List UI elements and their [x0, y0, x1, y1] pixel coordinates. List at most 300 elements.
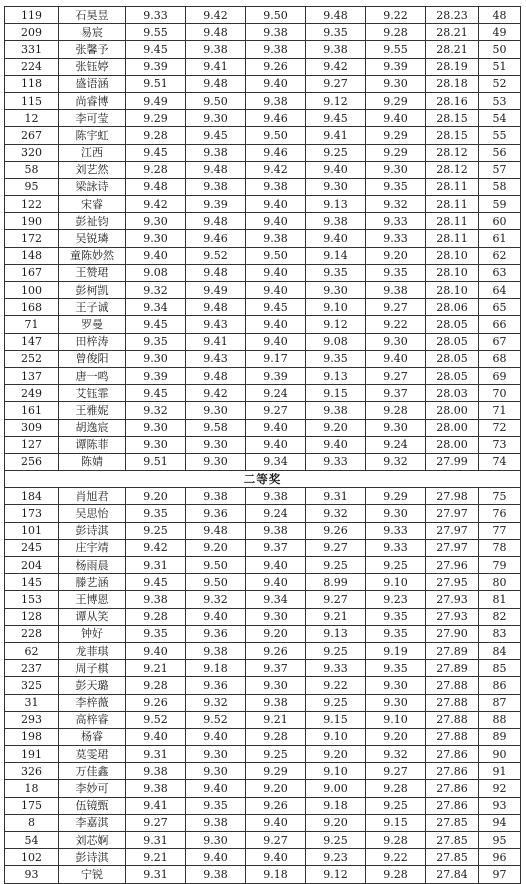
table-row: [5, 247, 521, 264]
score2-cell: 9.40: [186, 780, 246, 797]
total-cell: 27.99: [426, 453, 479, 470]
score4-cell: 9.25: [306, 694, 366, 711]
id-cell: 128: [5, 608, 59, 625]
id-cell: 122: [5, 196, 59, 213]
score3-cell: 9.38: [246, 230, 306, 247]
score1-cell: 9.45: [126, 385, 186, 402]
score4-cell: 9.38: [306, 402, 366, 419]
score4-cell: 9.20: [306, 814, 366, 831]
id-cell: 175: [5, 797, 59, 814]
score2-cell: 9.30: [186, 832, 246, 849]
rank-cell: 60: [479, 213, 521, 230]
name-cell: 王雅妮: [59, 402, 126, 419]
table-row: [5, 763, 521, 780]
score3-cell: 9.40: [246, 196, 306, 213]
score4-cell: 9.08: [306, 333, 366, 350]
score1-cell: 9.40: [126, 247, 186, 264]
name-cell: 杨雨晨: [59, 557, 126, 574]
total-cell: 28.12: [426, 144, 479, 161]
rows-group-second: [5, 488, 521, 883]
name-cell: 江西: [59, 144, 126, 161]
name-cell: 田梓涛: [59, 333, 126, 350]
id-cell: 31: [5, 694, 59, 711]
id-cell: 326: [5, 763, 59, 780]
score5-cell: 9.24: [366, 436, 426, 453]
total-cell: 28.00: [426, 436, 479, 453]
score2-cell: 9.36: [186, 677, 246, 694]
score5-cell: 9.33: [366, 539, 426, 556]
total-cell: 27.88: [426, 694, 479, 711]
name-cell: 周子棋: [59, 660, 126, 677]
score3-cell: 9.46: [246, 110, 306, 127]
id-cell: 190: [5, 213, 59, 230]
rank-cell: 67: [479, 333, 521, 350]
score3-cell: 9.38: [246, 41, 306, 58]
score2-cell: 9.41: [186, 58, 246, 75]
score5-cell: 9.30: [366, 75, 426, 92]
score3-cell: 9.24: [246, 505, 306, 522]
id-cell: 267: [5, 127, 59, 144]
score3-cell: 9.27: [246, 402, 306, 419]
score1-cell: 9.45: [126, 41, 186, 58]
score5-cell: 9.29: [366, 92, 426, 109]
rank-cell: 96: [479, 849, 521, 866]
id-cell: 115: [5, 92, 59, 109]
table-row: [5, 58, 521, 75]
table-row: [5, 299, 521, 316]
id-cell: 325: [5, 677, 59, 694]
table-row: [5, 574, 521, 591]
name-cell: 王子诚: [59, 299, 126, 316]
score5-cell: 9.55: [366, 41, 426, 58]
score3-cell: 9.21: [246, 711, 306, 728]
name-cell: 王赞珺: [59, 264, 126, 281]
score5-cell: 9.22: [366, 316, 426, 333]
score3-cell: 9.42: [246, 161, 306, 178]
score5-cell: 9.27: [366, 763, 426, 780]
score5-cell: 9.28: [366, 402, 426, 419]
score3-cell: 9.38: [246, 694, 306, 711]
score3-cell: 9.40: [246, 316, 306, 333]
score4-cell: 9.40: [306, 161, 366, 178]
total-cell: 27.98: [426, 488, 479, 505]
score5-cell: 9.35: [366, 608, 426, 625]
score4-cell: 9.10: [306, 728, 366, 745]
table-row: [5, 557, 521, 574]
score2-cell: 9.32: [186, 591, 246, 608]
rank-cell: 91: [479, 763, 521, 780]
total-cell: 27.96: [426, 557, 479, 574]
table-row: [5, 505, 521, 522]
total-cell: 28.00: [426, 402, 479, 419]
score4-cell: 9.38: [306, 213, 366, 230]
name-cell: 莫雯珺: [59, 746, 126, 763]
name-cell: 吴思怡: [59, 505, 126, 522]
score5-cell: 9.28: [366, 780, 426, 797]
score1-cell: 9.51: [126, 75, 186, 92]
rank-cell: 89: [479, 728, 521, 745]
name-cell: 谭陈菲: [59, 436, 126, 453]
name-cell: 张钰婷: [59, 58, 126, 75]
name-cell: 庄宇靖: [59, 539, 126, 556]
score2-cell: 9.38: [186, 488, 246, 505]
name-cell: 张馨予: [59, 41, 126, 58]
name-cell: 高梓睿: [59, 711, 126, 728]
table-row: [5, 419, 521, 436]
score3-cell: 9.25: [246, 746, 306, 763]
score4-cell: 9.35: [306, 264, 366, 281]
score4-cell: 9.40: [306, 230, 366, 247]
score1-cell: 9.51: [126, 453, 186, 470]
name-cell: 石昊昱: [59, 7, 126, 24]
score3-cell: 9.40: [246, 574, 306, 591]
score5-cell: 9.30: [366, 505, 426, 522]
score4-cell: 9.27: [306, 539, 366, 556]
score1-cell: 9.42: [126, 539, 186, 556]
score3-cell: 9.40: [246, 849, 306, 866]
score4-cell: 9.22: [306, 677, 366, 694]
total-cell: 27.95: [426, 574, 479, 591]
score1-cell: 9.31: [126, 866, 186, 883]
score3-cell: 9.37: [246, 539, 306, 556]
score4-cell: 9.40: [306, 436, 366, 453]
rank-cell: 76: [479, 505, 521, 522]
id-cell: 127: [5, 436, 59, 453]
score4-cell: 9.27: [306, 591, 366, 608]
rank-cell: 51: [479, 58, 521, 75]
score-table: [4, 6, 521, 884]
name-cell: 童陈妙然: [59, 247, 126, 264]
score1-cell: 9.26: [126, 694, 186, 711]
score3-cell: 9.38: [246, 488, 306, 505]
score2-cell: 9.38: [186, 866, 246, 883]
table-row: [5, 41, 521, 58]
rank-cell: 90: [479, 746, 521, 763]
score1-cell: 9.39: [126, 58, 186, 75]
score5-cell: 9.29: [366, 144, 426, 161]
score5-cell: 9.33: [366, 213, 426, 230]
score5-cell: 9.30: [366, 694, 426, 711]
score1-cell: 9.28: [126, 127, 186, 144]
score1-cell: 9.28: [126, 608, 186, 625]
rank-cell: 80: [479, 574, 521, 591]
name-cell: 彭天璐: [59, 677, 126, 694]
score2-cell: 9.48: [186, 161, 246, 178]
rank-cell: 81: [479, 591, 521, 608]
score1-cell: 9.08: [126, 264, 186, 281]
score3-cell: 9.40: [246, 333, 306, 350]
table-row: [5, 711, 521, 728]
name-cell: 陈宇虹: [59, 127, 126, 144]
total-cell: 28.10: [426, 264, 479, 281]
table-row: [5, 230, 521, 247]
name-cell: 万佳鑫: [59, 763, 126, 780]
total-cell: 28.23: [426, 7, 479, 24]
score2-cell: 9.43: [186, 316, 246, 333]
score3-cell: 9.38: [246, 522, 306, 539]
score4-cell: 9.10: [306, 763, 366, 780]
score3-cell: 9.30: [246, 677, 306, 694]
score1-cell: 9.31: [126, 557, 186, 574]
rank-cell: 62: [479, 247, 521, 264]
score5-cell: 9.28: [366, 866, 426, 883]
name-cell: 龙菲琪: [59, 642, 126, 659]
section-header-group: [5, 471, 521, 488]
score1-cell: 9.42: [126, 196, 186, 213]
score3-cell: 9.38: [246, 92, 306, 109]
score5-cell: 9.10: [366, 574, 426, 591]
score2-cell: 9.41: [186, 333, 246, 350]
score5-cell: 9.30: [366, 333, 426, 350]
score1-cell: 9.35: [126, 625, 186, 642]
score3-cell: 9.37: [246, 660, 306, 677]
score4-cell: 9.25: [306, 832, 366, 849]
total-cell: 28.12: [426, 161, 479, 178]
table-row: [5, 144, 521, 161]
score4-cell: 9.20: [306, 746, 366, 763]
rank-cell: 85: [479, 660, 521, 677]
id-cell: 228: [5, 625, 59, 642]
table-row: [5, 92, 521, 109]
total-cell: 27.93: [426, 591, 479, 608]
name-cell: 杨睿: [59, 728, 126, 745]
id-cell: 93: [5, 866, 59, 883]
table-row: [5, 367, 521, 384]
score4-cell: 9.15: [306, 385, 366, 402]
name-cell: 宁锐: [59, 866, 126, 883]
score2-cell: 9.30: [186, 763, 246, 780]
name-cell: 彭祉钧: [59, 213, 126, 230]
score4-cell: 9.12: [306, 866, 366, 883]
total-cell: 28.06: [426, 299, 479, 316]
name-cell: 唐一鸣: [59, 367, 126, 384]
score2-cell: 9.48: [186, 264, 246, 281]
score2-cell: 9.36: [186, 505, 246, 522]
score4-cell: 9.38: [306, 41, 366, 58]
score5-cell: 9.20: [366, 247, 426, 264]
score1-cell: 9.27: [126, 814, 186, 831]
id-cell: 153: [5, 591, 59, 608]
rows-group-first: [5, 7, 521, 471]
score3-cell: 9.39: [246, 367, 306, 384]
score4-cell: 9.25: [306, 642, 366, 659]
score3-cell: 9.50: [246, 247, 306, 264]
name-cell: 尚睿博: [59, 92, 126, 109]
score2-cell: 9.40: [186, 728, 246, 745]
score5-cell: 9.27: [366, 367, 426, 384]
rank-cell: 86: [479, 677, 521, 694]
score2-cell: 9.38: [186, 144, 246, 161]
score5-cell: 9.23: [366, 591, 426, 608]
total-cell: 27.90: [426, 625, 479, 642]
id-cell: 309: [5, 419, 59, 436]
total-cell: 27.85: [426, 832, 479, 849]
score1-cell: 9.55: [126, 24, 186, 41]
score1-cell: 9.28: [126, 161, 186, 178]
rank-cell: 72: [479, 419, 521, 436]
rank-cell: 48: [479, 7, 521, 24]
score1-cell: 9.31: [126, 832, 186, 849]
id-cell: 148: [5, 247, 59, 264]
score3-cell: 9.18: [246, 866, 306, 883]
rank-cell: 49: [479, 24, 521, 41]
name-cell: 梁詠诗: [59, 178, 126, 195]
score3-cell: 9.40: [246, 282, 306, 299]
table-row: [5, 488, 521, 505]
score2-cell: 9.50: [186, 557, 246, 574]
score3-cell: 9.40: [246, 557, 306, 574]
score4-cell: 9.42: [306, 58, 366, 75]
rank-cell: 75: [479, 488, 521, 505]
table-row: [5, 591, 521, 608]
id-cell: 119: [5, 7, 59, 24]
score3-cell: 9.40: [246, 75, 306, 92]
table-row: [5, 75, 521, 92]
score1-cell: 9.52: [126, 711, 186, 728]
rank-cell: 93: [479, 797, 521, 814]
score1-cell: 9.39: [126, 367, 186, 384]
rank-cell: 92: [479, 780, 521, 797]
score5-cell: 9.33: [366, 230, 426, 247]
table-row: [5, 866, 521, 883]
score2-cell: 9.48: [186, 367, 246, 384]
total-cell: 27.88: [426, 677, 479, 694]
score4-cell: 9.13: [306, 625, 366, 642]
score4-cell: 9.12: [306, 316, 366, 333]
score4-cell: 9.10: [306, 299, 366, 316]
score3-cell: 9.28: [246, 728, 306, 745]
score2-cell: 9.49: [186, 282, 246, 299]
table-row: [5, 728, 521, 745]
score2-cell: 9.52: [186, 711, 246, 728]
score4-cell: 9.27: [306, 75, 366, 92]
score1-cell: 9.41: [126, 797, 186, 814]
total-cell: 28.19: [426, 58, 479, 75]
name-cell: 李嘉淇: [59, 814, 126, 831]
rank-cell: 61: [479, 230, 521, 247]
score2-cell: 9.48: [186, 522, 246, 539]
id-cell: 209: [5, 24, 59, 41]
id-cell: 198: [5, 728, 59, 745]
score4-cell: 9.18: [306, 797, 366, 814]
table-row: [5, 161, 521, 178]
score5-cell: 9.29: [366, 488, 426, 505]
table-row: [5, 539, 521, 556]
score5-cell: 9.29: [366, 127, 426, 144]
name-cell: 陈婧: [59, 453, 126, 470]
score2-cell: 9.20: [186, 539, 246, 556]
score4-cell: 9.13: [306, 367, 366, 384]
id-cell: 184: [5, 488, 59, 505]
score1-cell: 9.20: [126, 488, 186, 505]
score2-cell: 9.18: [186, 660, 246, 677]
total-cell: 27.88: [426, 711, 479, 728]
table-row: [5, 677, 521, 694]
score1-cell: 9.21: [126, 849, 186, 866]
name-cell: 伍镜甄: [59, 797, 126, 814]
score2-cell: 9.43: [186, 350, 246, 367]
total-cell: 27.89: [426, 660, 479, 677]
score5-cell: 9.32: [366, 196, 426, 213]
score5-cell: 9.38: [366, 282, 426, 299]
score1-cell: 9.35: [126, 333, 186, 350]
total-cell: 27.88: [426, 728, 479, 745]
total-cell: 28.10: [426, 282, 479, 299]
score5-cell: 9.40: [366, 110, 426, 127]
score5-cell: 9.10: [366, 711, 426, 728]
score5-cell: 9.39: [366, 58, 426, 75]
total-cell: 27.93: [426, 608, 479, 625]
name-cell: 李妙可: [59, 780, 126, 797]
score4-cell: 8.99: [306, 574, 366, 591]
total-cell: 28.21: [426, 41, 479, 58]
score4-cell: 9.21: [306, 608, 366, 625]
score3-cell: 9.26: [246, 797, 306, 814]
score2-cell: 9.38: [186, 178, 246, 195]
total-cell: 28.11: [426, 230, 479, 247]
rank-cell: 73: [479, 436, 521, 453]
rank-cell: 78: [479, 539, 521, 556]
score1-cell: 9.40: [126, 642, 186, 659]
name-cell: 盛语涵: [59, 75, 126, 92]
score2-cell: 9.30: [186, 402, 246, 419]
score3-cell: 9.46: [246, 144, 306, 161]
score1-cell: 9.38: [126, 591, 186, 608]
score3-cell: 9.40: [246, 814, 306, 831]
rank-cell: 70: [479, 385, 521, 402]
score1-cell: 9.49: [126, 92, 186, 109]
table-row: [5, 660, 521, 677]
score5-cell: 9.22: [366, 7, 426, 24]
score1-cell: 9.21: [126, 660, 186, 677]
total-cell: 27.86: [426, 763, 479, 780]
table-row: [5, 350, 521, 367]
name-cell: 曾俊阳: [59, 350, 126, 367]
total-cell: 28.05: [426, 333, 479, 350]
score5-cell: 9.30: [366, 161, 426, 178]
score3-cell: 9.27: [246, 832, 306, 849]
id-cell: 168: [5, 299, 59, 316]
table-row: [5, 333, 521, 350]
score1-cell: 9.30: [126, 213, 186, 230]
id-cell: 100: [5, 282, 59, 299]
score3-cell: 9.17: [246, 350, 306, 367]
total-cell: 27.86: [426, 797, 479, 814]
score5-cell: 9.28: [366, 832, 426, 849]
rank-cell: 64: [479, 282, 521, 299]
score2-cell: 9.46: [186, 230, 246, 247]
score1-cell: 9.31: [126, 746, 186, 763]
table-row: [5, 849, 521, 866]
rank-cell: 82: [479, 608, 521, 625]
score5-cell: 9.35: [366, 625, 426, 642]
name-cell: 彭柯凯: [59, 282, 126, 299]
rank-cell: 58: [479, 178, 521, 195]
total-cell: 28.11: [426, 196, 479, 213]
id-cell: 95: [5, 178, 59, 195]
score1-cell: 9.40: [126, 728, 186, 745]
total-cell: 27.84: [426, 866, 479, 883]
score2-cell: 9.42: [186, 7, 246, 24]
name-cell: 彭诗淇: [59, 849, 126, 866]
score1-cell: 9.32: [126, 402, 186, 419]
rank-cell: 95: [479, 832, 521, 849]
score4-cell: 9.14: [306, 247, 366, 264]
score3-cell: 9.20: [246, 780, 306, 797]
id-cell: 331: [5, 41, 59, 58]
table-row: [5, 814, 521, 831]
rank-cell: 79: [479, 557, 521, 574]
